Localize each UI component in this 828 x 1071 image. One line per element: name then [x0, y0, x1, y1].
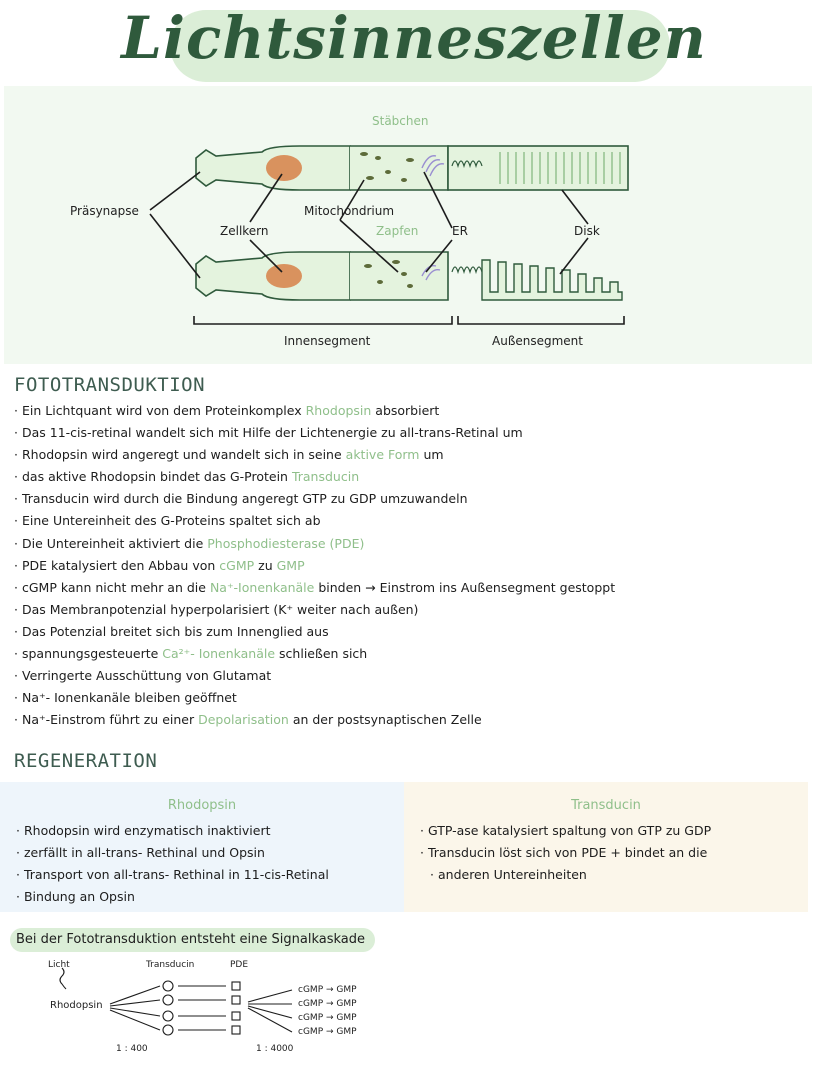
- kaskade-ratio-2: 1 : 4000: [256, 1044, 294, 1054]
- kaskade-product: cGMP → GMP: [298, 1027, 357, 1037]
- list-item: · Das Membranpotenzial hyperpolarisiert (K⁺ weiter nach außen): [14, 599, 814, 621]
- list-item: · Verringerte Ausschüttung von Glutamat: [14, 665, 814, 687]
- list-item: · Transport von all-trans- Rethinal in 11-cis-Retinal: [16, 864, 329, 886]
- kaskade-product: cGMP → GMP: [298, 985, 357, 995]
- heading-fototransduktion: FOTOTRANSDUKTION: [14, 374, 206, 396]
- regen-transducin-title: Transducin: [571, 798, 641, 813]
- list-item: · Rhodopsin wird angeregt und wandelt sich in seine aktive Form um: [14, 444, 814, 466]
- pde-node: [232, 1026, 240, 1034]
- regen-transducin-panel: [404, 782, 808, 912]
- list-item: · Die Untereinheit aktiviert die Phosphodiesterase (PDE): [14, 533, 814, 555]
- kaskade-rhodopsin-label: Rhodopsin: [50, 1000, 103, 1011]
- heading-regeneration: REGENERATION: [14, 750, 158, 772]
- light-arrow: [60, 968, 66, 989]
- label-praesynapse: Präsynapse: [70, 204, 139, 218]
- kaskade-pde-label: PDE: [230, 960, 249, 970]
- page-title: Lichtsinneszellen: [121, 4, 707, 72]
- label-aussensegment: Außensegment: [492, 334, 583, 348]
- kaskade-heading: Bei der Fototransduktion entsteht eine Signalkaskade: [10, 928, 375, 952]
- transducin-node: [163, 995, 173, 1005]
- label-disk: Disk: [574, 224, 600, 238]
- regen-rhodopsin-title: Rhodopsin: [167, 798, 237, 813]
- list-item: · Eine Untereinheit des G-Proteins spaltet sich ab: [14, 510, 814, 532]
- list-item: · Rhodopsin wird enzymatisch inaktiviert: [16, 820, 329, 842]
- pde-node: [232, 982, 240, 990]
- pde-node: [232, 996, 240, 1004]
- cone-cell: [196, 252, 622, 300]
- list-item: · Transducin wird durch die Bindung angeregt GTP zu GDP umzuwandeln: [14, 488, 814, 510]
- label-zapfen: Zapfen: [376, 224, 419, 238]
- list-item: · Das 11-cis-retinal wandelt sich mit Hilfe der Lichtenergie zu all-trans-Retinal um: [14, 422, 814, 444]
- transducin-node: [163, 981, 173, 991]
- list-item: · Ein Lichtquant wird von dem Proteinkomplex Rhodopsin absorbiert: [14, 400, 814, 422]
- transducin-node: [163, 1011, 173, 1021]
- list-item: · Bindung an Opsin: [16, 886, 329, 908]
- label-zellkern: Zellkern: [220, 224, 269, 238]
- list-item: · das aktive Rhodopsin bindet das G-Protein Transducin: [14, 466, 814, 488]
- kaskade-transducin-label: Transducin: [146, 960, 195, 970]
- label-mitochondrium: Mitochondrium: [304, 204, 395, 218]
- regen-rhodopsin-panel: [0, 782, 404, 912]
- fototransduktion-list: [14, 400, 814, 731]
- pde-node: [232, 1012, 240, 1020]
- kaskade-product: cGMP → GMP: [298, 1013, 357, 1023]
- rod-cell: [196, 146, 628, 190]
- kaskade-ratio-1: 1 : 400: [116, 1044, 148, 1054]
- kaskade-licht-label: Licht: [48, 960, 70, 970]
- label-innensegment: Innensegment: [284, 334, 371, 348]
- list-item: · cGMP kann nicht mehr an die Na⁺-Ionenkanäle binden → Einstrom ins Außensegment gestoppt: [14, 577, 814, 599]
- list-item: · PDE katalysiert den Abbau von cGMP zu GMP: [14, 555, 814, 577]
- label-er: ER: [452, 224, 468, 238]
- kaskade-product: cGMP → GMP: [298, 999, 357, 1009]
- transducin-node: [163, 1025, 173, 1035]
- list-item: · zerfällt in all-trans- Rethinal und Opsin: [16, 842, 329, 864]
- list-item: · anderen Untereinheiten: [420, 864, 711, 886]
- list-item: · Na⁺- Ionenkanäle bleiben geöffnet: [14, 687, 814, 709]
- list-item: · spannungsgesteuerte Ca²⁺- Ionenkanäle schließen sich: [14, 643, 814, 665]
- list-item: · Das Potenzial breitet sich bis zum Innenglied aus: [14, 621, 814, 643]
- rod-nucleus: [266, 155, 302, 181]
- label-staebchen: Stäbchen: [372, 114, 429, 128]
- list-item: · GTP-ase katalysiert spaltung von GTP zu GDP: [420, 820, 711, 842]
- list-item: · Transducin löst sich von PDE + bindet an die: [420, 842, 711, 864]
- cone-nucleus: [266, 264, 302, 288]
- list-item: · Na⁺-Einstrom führt zu einer Depolarisation an der postsynaptischen Zelle: [14, 709, 814, 731]
